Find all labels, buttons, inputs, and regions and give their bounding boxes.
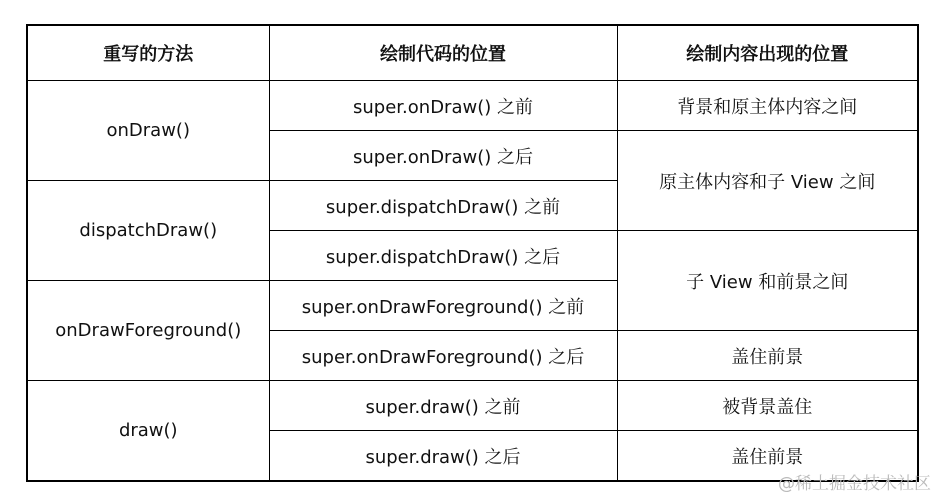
result-cell: 原主体内容和子 View 之间: [617, 131, 918, 231]
result-cell: 盖住前景: [617, 431, 918, 482]
method-cell: onDraw(): [27, 81, 269, 181]
draw-order-table: [26, 24, 919, 482]
method-cell: onDrawForeground(): [27, 281, 269, 381]
header-method: 重写的方法: [27, 25, 269, 81]
method-cell: draw(): [27, 381, 269, 482]
result-cell: 子 View 和前景之间: [617, 231, 918, 331]
method-cell: dispatchDraw(): [27, 181, 269, 281]
header-row: [27, 25, 918, 81]
table-row: [27, 81, 918, 131]
result-cell: 盖住前景: [617, 331, 918, 381]
position-cell: super.onDraw() 之后: [269, 131, 617, 181]
result-cell: 被背景盖住: [617, 381, 918, 431]
position-cell: super.onDraw() 之前: [269, 81, 617, 131]
position-cell: super.draw() 之前: [269, 381, 617, 431]
header-code-position: 绘制代码的位置: [269, 25, 617, 81]
position-cell: super.onDrawForeground() 之后: [269, 331, 617, 381]
position-cell: super.dispatchDraw() 之前: [269, 181, 617, 231]
header-content-position: 绘制内容出现的位置: [617, 25, 918, 81]
position-cell: super.dispatchDraw() 之后: [269, 231, 617, 281]
result-cell: 背景和原主体内容之间: [617, 81, 918, 131]
position-cell: super.draw() 之后: [269, 431, 617, 482]
position-cell: super.onDrawForeground() 之前: [269, 281, 617, 331]
watermark: @稀土掘金技术社区: [778, 474, 931, 494]
table-row: [27, 381, 918, 431]
